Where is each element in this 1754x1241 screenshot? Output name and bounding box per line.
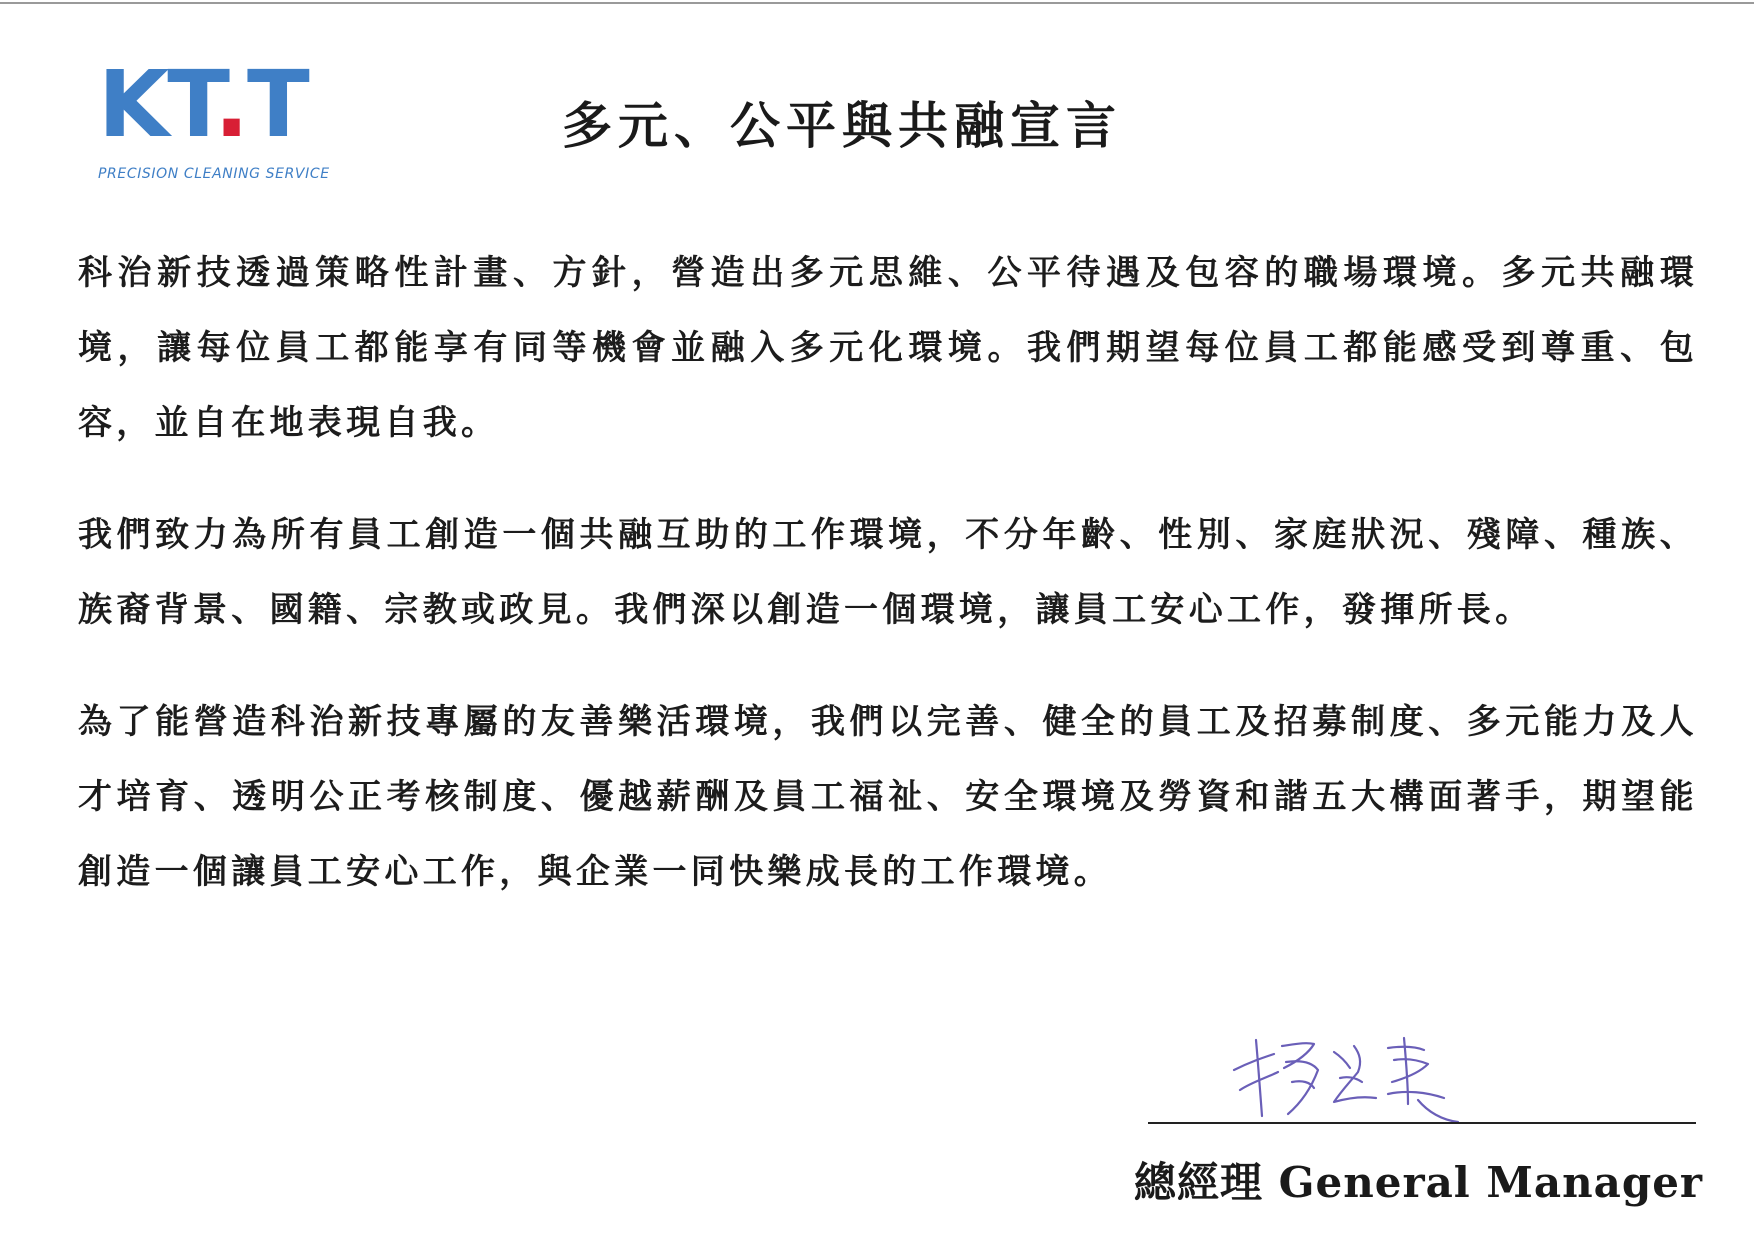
handwritten-signature: [1222, 1032, 1482, 1127]
document-body: [78, 236, 1698, 947]
signature-line: [1148, 1122, 1696, 1124]
top-border-line: [0, 2, 1754, 4]
logo-mark: KT.T: [98, 51, 308, 158]
paragraph-1: 科治新技透過策略性計畫、方針，營造出多元思維、公平待遇及包容的職場環境。多元共融環境，讓每位員工都能享有同等機會並融入多元化環境。我們期望每位員工都能感受到尊重、包容，並自在地表現自我。: [78, 253, 1698, 443]
paragraph-3: 為了能營造科治新技專屬的友善樂活環境，我們以完善、健全的員工及招募制度、多元能力及人才培育、透明公正考核制度、優越薪酬及員工福祉、安全環境及勞資和諧五大構面著手，期望能創造一個讓員工安心工作，與企業一同快樂成長的工作環境。: [78, 702, 1698, 892]
signer-title: 總經理 General Manager: [1134, 1158, 1704, 1207]
paragraph-2: 我們致力為所有員工創造一個共融互助的工作環境，不分年齡、性別、家庭狀況、殘障、種族、族裔背景、國籍、宗教或政見。我們深以創造一個環境，讓員工安心工作，發揮所長。: [78, 515, 1698, 630]
document-title: 多元、公平與共融宣言: [562, 96, 1122, 155]
company-logo: [98, 51, 368, 182]
logo-tagline: PRECISION CLEANING SERVICE: [98, 166, 330, 182]
